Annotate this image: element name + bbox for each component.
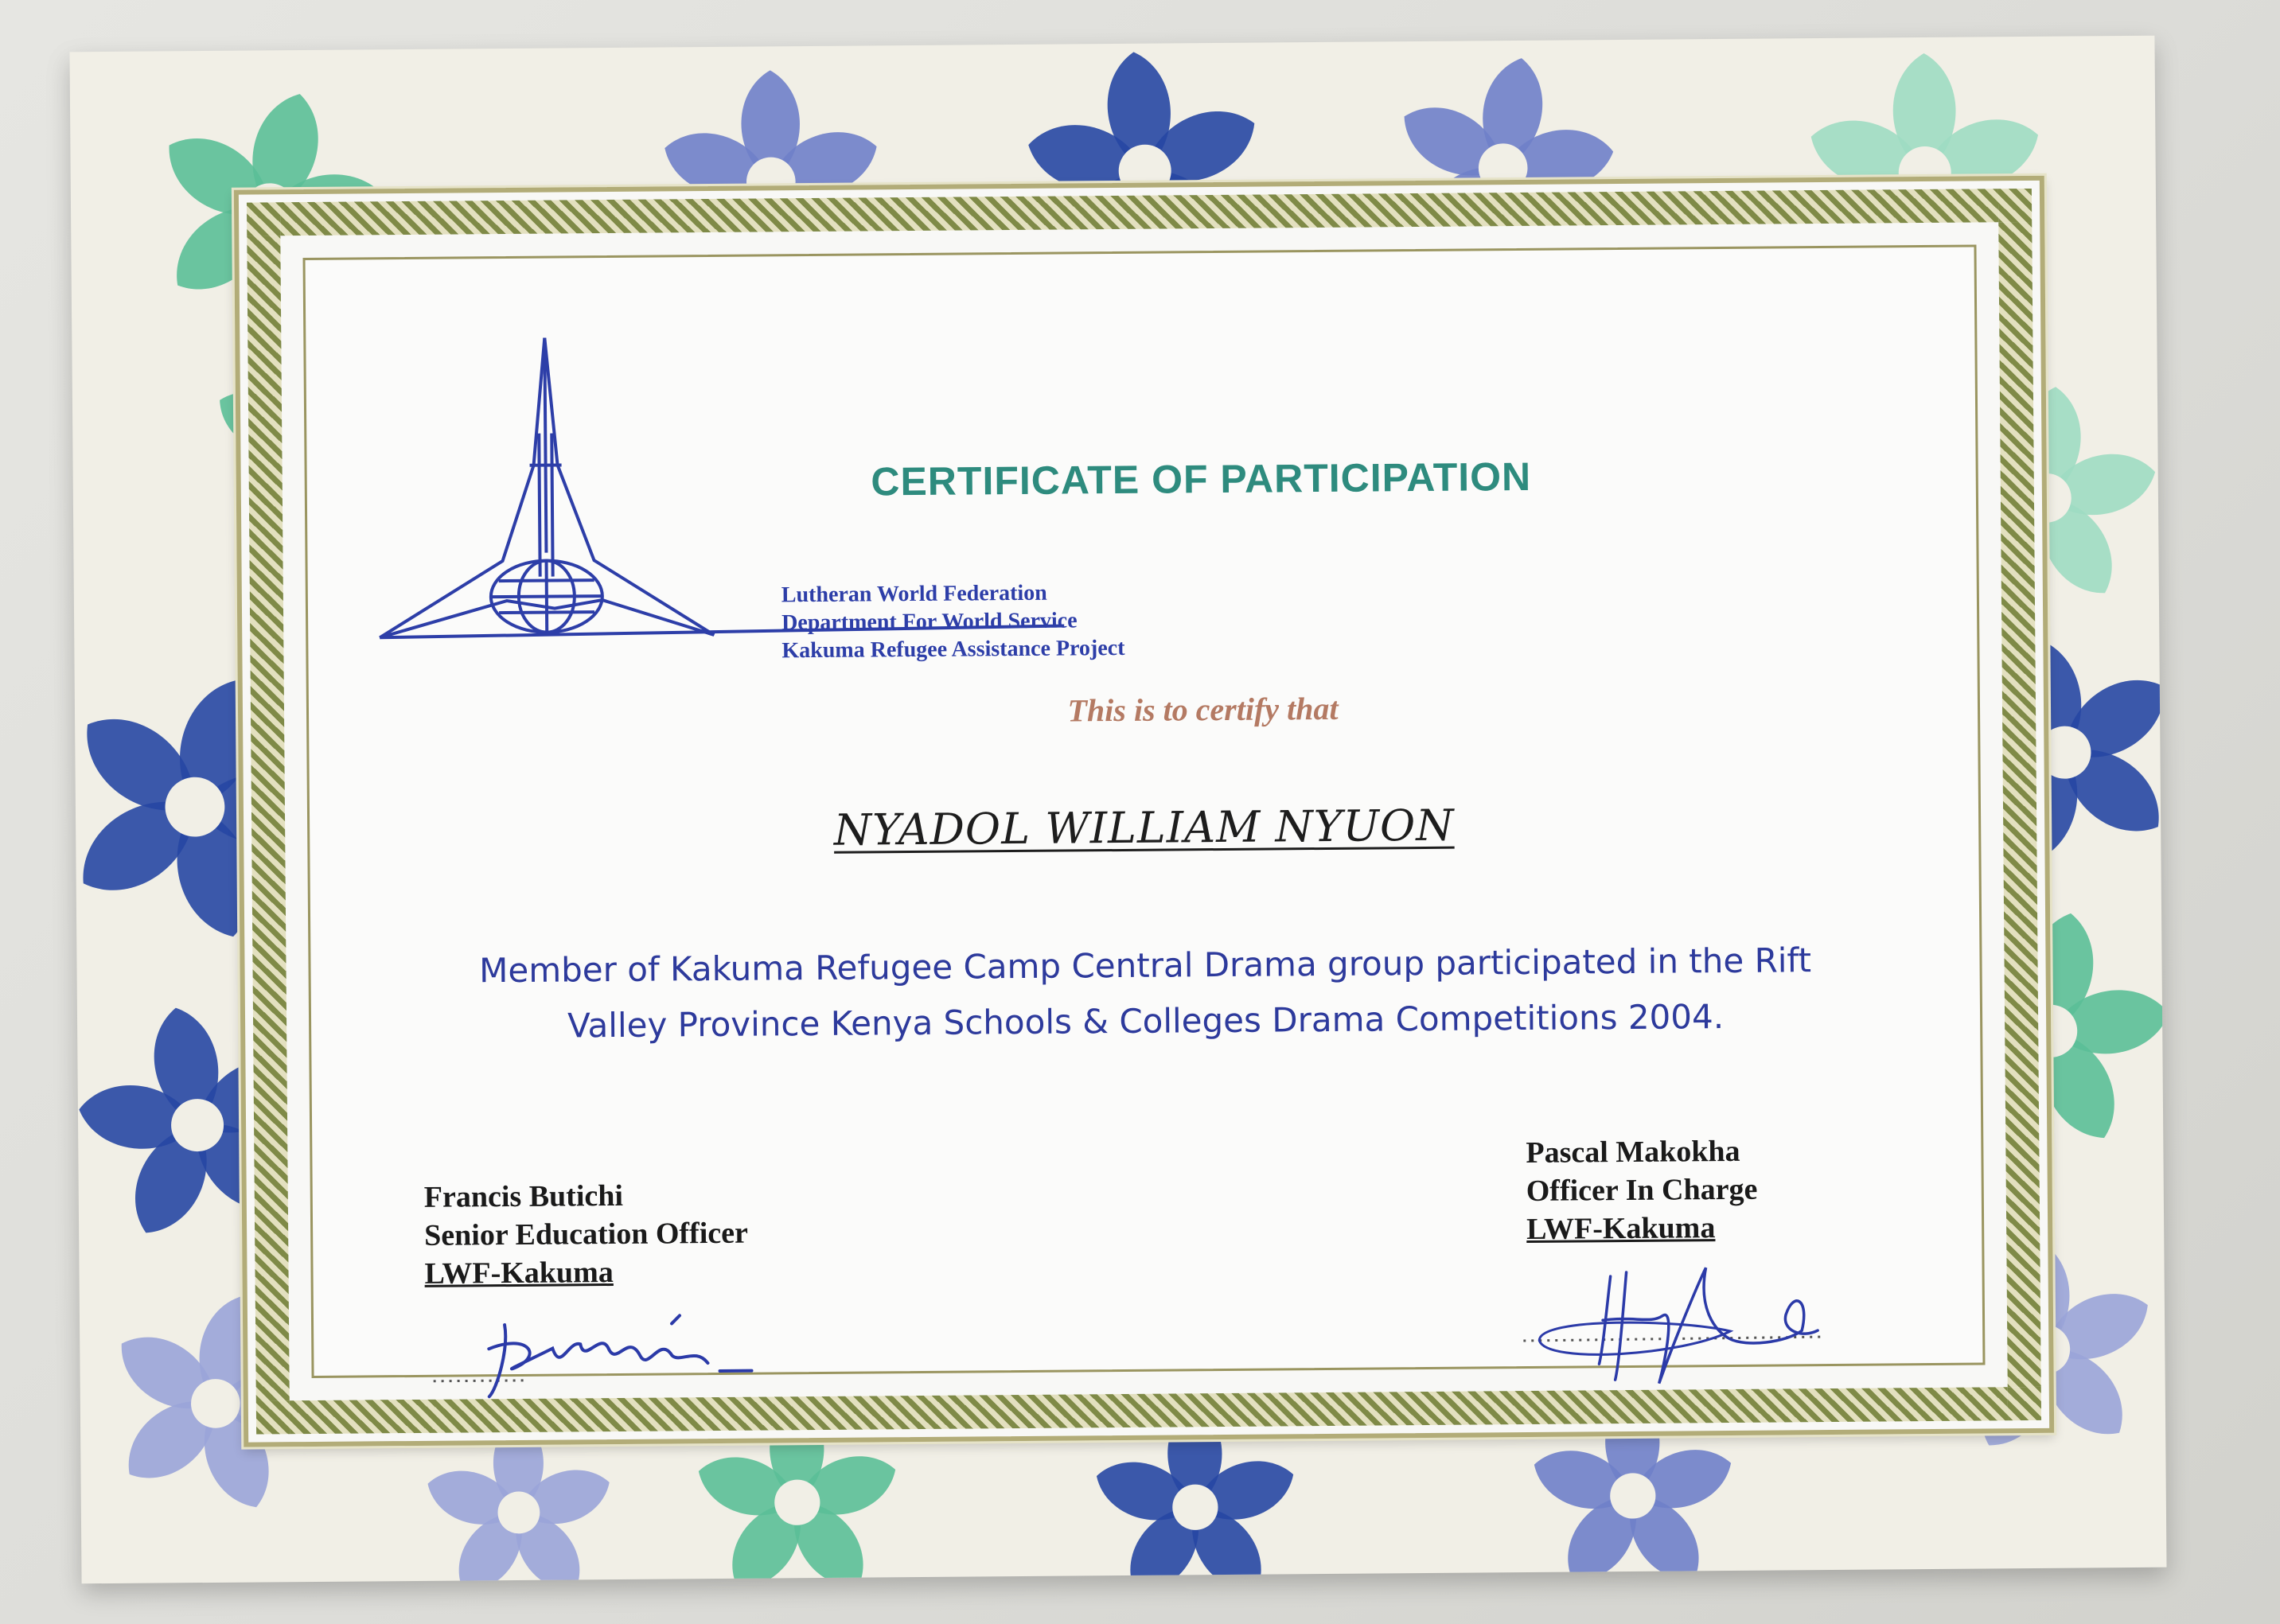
organization-project: Kakuma Refugee Assistance Project — [781, 635, 1125, 664]
signatory-left-unit: LWF-Kakuma — [424, 1255, 614, 1291]
organization-name: Lutheran World Federation — [781, 580, 1047, 608]
description-line-2: Valley Province Kenya Schools & Colleges Drama Competitions 2004. — [567, 997, 1725, 1046]
description-line-1: Member of Kakuma Refugee Camp Central Drama group participated in the Rift — [478, 941, 1812, 991]
signatory-right — [1526, 1132, 1758, 1248]
recipient-name-text: NYADOL WILLIAM NYUON — [833, 800, 1455, 855]
certificate-card — [69, 36, 2166, 1584]
recipient-name — [310, 796, 1978, 859]
signatory-left-name: Francis Butichi — [423, 1178, 624, 1214]
signatory-right-name: Pascal Makokha — [1526, 1134, 1740, 1170]
certificate-description — [406, 932, 1884, 1055]
certificate-frame — [234, 176, 2054, 1447]
signatory-left-role: Senior Education Officer — [424, 1216, 749, 1252]
organization-department: Department For World Service — [781, 608, 1078, 636]
signature-right — [1522, 1242, 1905, 1396]
certify-text: This is to certify that — [1067, 690, 1339, 729]
certificate-title: CERTIFICATE OF PARTICIPATION — [871, 454, 1532, 504]
signature-left — [433, 1299, 768, 1412]
signatory-right-role: Officer In Charge — [1526, 1172, 1758, 1208]
signatory-left — [424, 1176, 749, 1293]
certificate-inner-panel — [303, 245, 1986, 1378]
signatory-right-unit: LWF-Kakuma — [1526, 1211, 1716, 1246]
